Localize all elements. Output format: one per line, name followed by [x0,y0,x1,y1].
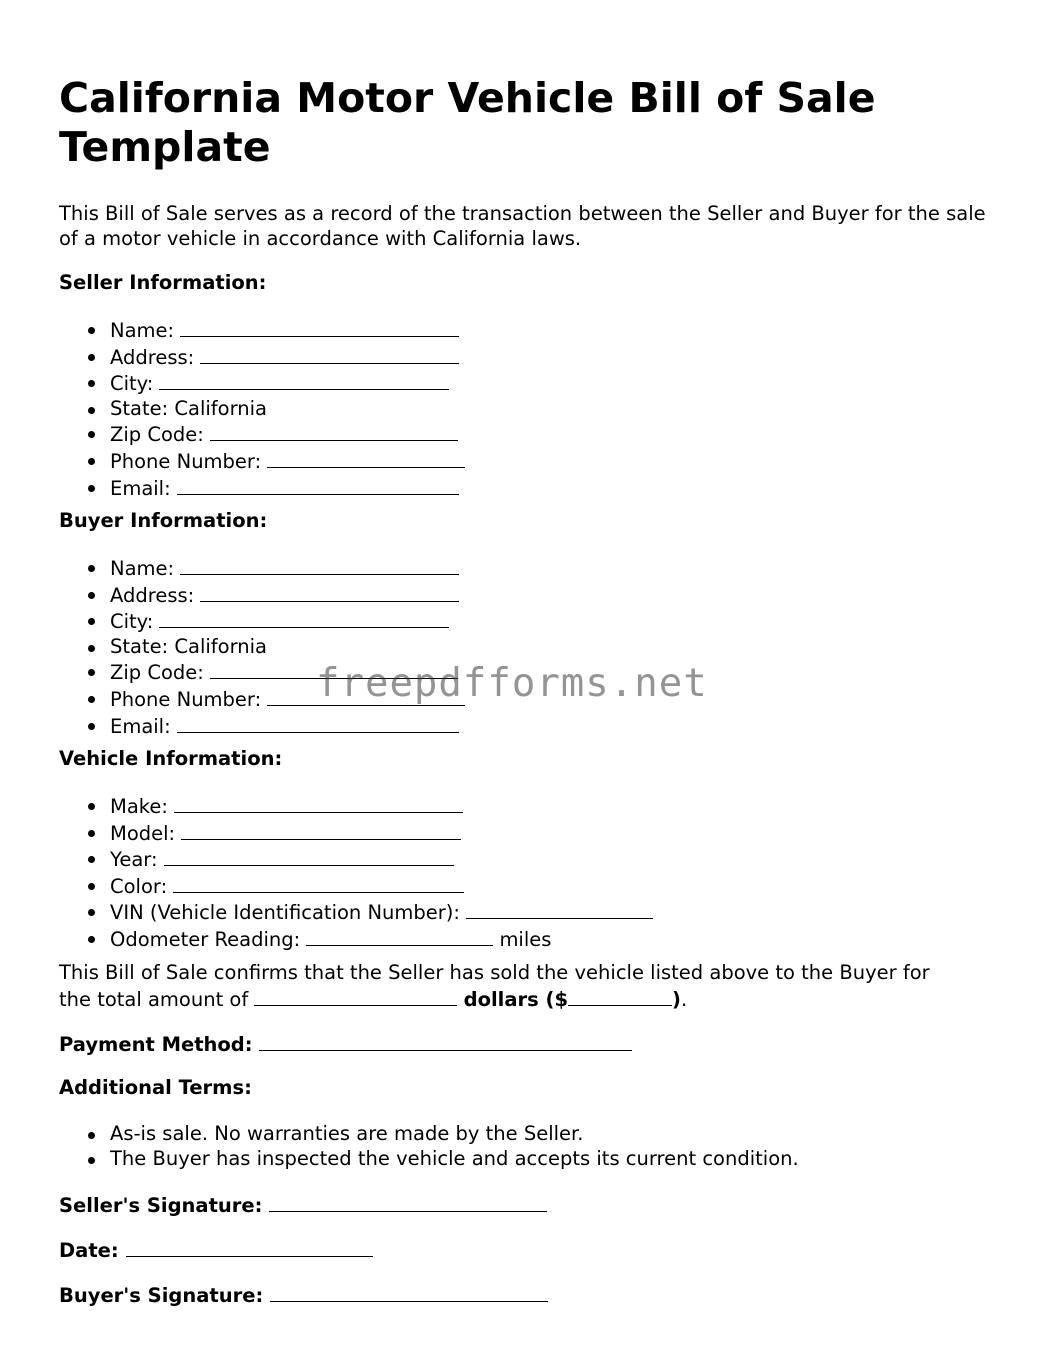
vehicle-vin-field[interactable] [466,899,653,919]
confirmation-line-1: This Bill of Sale confirms that the Seller has sold the vehicle listed above to the Buyer for [59,961,930,984]
seller-heading: Seller Information: [59,271,267,294]
vehicle-fields [59,793,653,953]
intro-paragraph: This Bill of Sale serves as a record of the transaction between the Seller and Buyer for the sale of a motor vehicle in accordance with California laws. [59,202,986,250]
page-title: California Motor Vehicle Bill of Sale Template [59,74,876,171]
seller-address-field[interactable] [200,344,459,364]
vehicle-odometer-field[interactable] [306,926,493,946]
terms-list [59,1122,799,1171]
watermark-text: freepdfforms.net [316,661,708,706]
buyer-address-field[interactable] [200,582,459,602]
seller-city-field[interactable] [159,370,449,390]
vehicle-color-item: Color: [59,873,653,900]
buyer-email-field[interactable] [177,713,459,733]
date-field[interactable] [126,1237,373,1257]
buyer-name-field[interactable] [180,555,459,575]
vehicle-year-field[interactable] [164,846,454,866]
date-line: Date: [59,1237,373,1264]
seller-phone-field[interactable] [267,448,465,468]
seller-name-item: Name: [59,317,465,344]
terms-item: As-is sale. No warranties are made by the Seller. [59,1122,799,1147]
buyer-zip-item: Zip Code: [59,659,465,686]
seller-email-field[interactable] [177,475,459,495]
seller-signature-line: Seller's Signature: [59,1192,547,1219]
buyer-city-field[interactable] [159,608,449,628]
amount-words-field[interactable] [254,986,457,1006]
dollars-label: dollars ($ [463,987,569,1011]
seller-zip-field[interactable] [210,421,458,441]
odometer-unit: miles [499,927,552,951]
vehicle-vin-item: VIN (Vehicle Identification Number): [59,899,653,926]
confirmation-line-2: the total amount of dollars ($ ). [59,987,688,1011]
confirmation-paragraph [59,961,1004,1012]
vehicle-color-field[interactable] [173,873,464,893]
vehicle-model-item: Model: [59,820,653,847]
payment-method-line: Payment Method: [59,1031,632,1058]
seller-email-item: Email: [59,475,465,502]
buyer-fields [59,555,465,739]
seller-city-item: City: [59,370,465,397]
vehicle-heading: Vehicle Information: [59,747,283,770]
seller-state-item: State: California [59,397,465,422]
seller-address-item: Address: [59,344,465,371]
vehicle-odometer-item: Odometer Reading: miles [59,926,653,953]
terms-heading: Additional Terms: [59,1076,252,1099]
payment-method-field[interactable] [259,1031,632,1051]
seller-phone-item: Phone Number: [59,448,465,475]
amount-number-field[interactable] [568,986,672,1006]
vehicle-model-field[interactable] [181,820,461,840]
vehicle-make-item: Make: [59,793,653,820]
terms-item: The Buyer has inspected the vehicle and accepts its current condition. [59,1147,799,1172]
buyer-signature-field[interactable] [270,1282,548,1302]
seller-fields [59,317,465,501]
buyer-city-item: City: [59,608,465,635]
buyer-phone-item: Phone Number: [59,686,465,713]
buyer-email-item: Email: [59,713,465,740]
vehicle-make-field[interactable] [174,793,463,813]
seller-signature-field[interactable] [269,1192,547,1212]
seller-zip-item: Zip Code: [59,421,465,448]
vehicle-year-item: Year: [59,846,653,873]
seller-name-field[interactable] [180,317,459,337]
buyer-state-item: State: California [59,635,465,660]
buyer-signature-line: Buyer's Signature: [59,1282,548,1309]
buyer-heading: Buyer Information: [59,509,268,532]
buyer-address-item: Address: [59,582,465,609]
buyer-name-item: Name: [59,555,465,582]
